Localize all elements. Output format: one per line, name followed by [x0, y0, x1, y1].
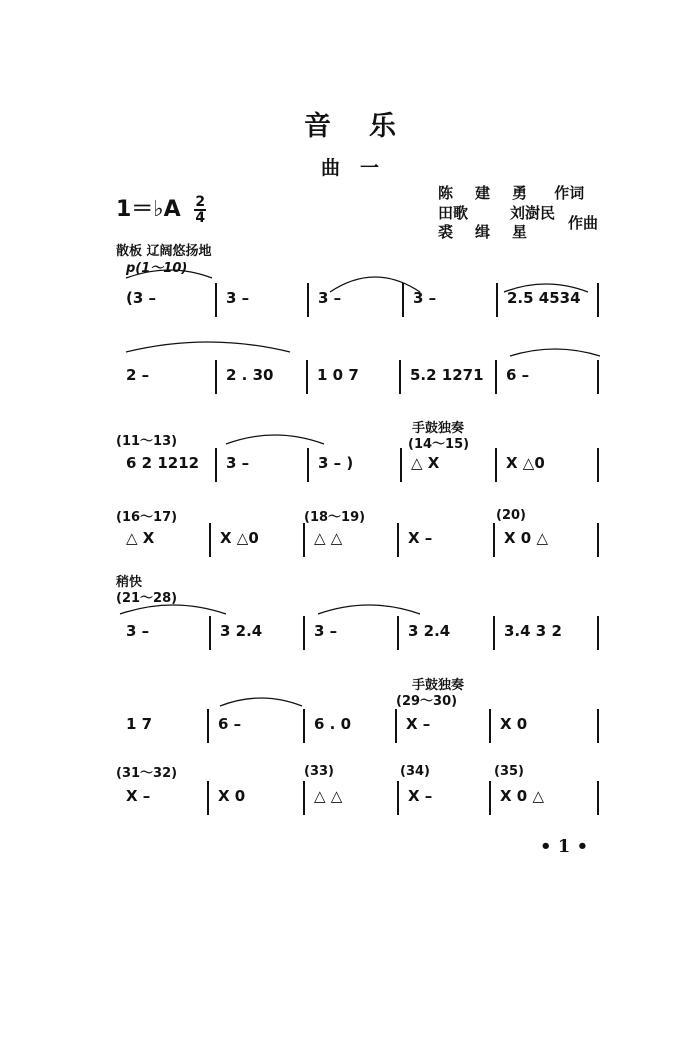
measure-notes: X △0 — [506, 454, 545, 472]
measure-notes: 3 – — [226, 454, 250, 472]
measure-notes: 3 – ) — [318, 454, 354, 472]
page-title: 音乐 — [304, 111, 434, 142]
measure-notes: 3 – — [226, 289, 250, 307]
measure-notes: 6 . 0 — [314, 715, 352, 733]
measure-notes: 1 0 7 — [317, 366, 359, 384]
composer-1: 田歌 — [438, 204, 469, 222]
measure-notes: △ X — [126, 529, 155, 547]
measure-range: (33) — [304, 764, 334, 779]
piece-subtitle: 曲一 — [320, 157, 399, 179]
tempo-mark-2: 稍快 — [116, 575, 143, 590]
measure-notes: 6 – — [506, 366, 530, 384]
measure-notes: △ △ — [314, 529, 343, 547]
solo-label-2: 手鼓独奏 — [412, 678, 465, 693]
tempo-mark-1: 散板 辽阔悠扬地 — [116, 244, 212, 259]
composer-3: 裘缉星 — [438, 223, 550, 241]
measure-notes: 3.4 3 2 — [504, 622, 562, 640]
measure-notes: (3 – — [126, 289, 157, 307]
measure-notes: 3 – — [413, 289, 437, 307]
measure-notes: X – — [126, 787, 151, 805]
measure-range: (18～19) — [304, 510, 366, 525]
solo-label-1: 手鼓独奏 — [412, 421, 465, 436]
slur — [330, 277, 420, 292]
page-number: • 1 • — [540, 836, 589, 857]
measure-notes: 3 – — [126, 622, 150, 640]
measure-notes: 5.2 1271 — [410, 366, 484, 384]
measure-range: (34) — [400, 764, 430, 779]
measure-notes: X – — [406, 715, 431, 733]
lyricist-name: 陈建勇 — [438, 184, 550, 202]
composer-2: 刘澍民 — [510, 204, 556, 222]
measure-notes: X △0 — [220, 529, 259, 547]
measure-range: (16～17) — [116, 510, 178, 525]
measure-notes: 3 2.4 — [408, 622, 451, 640]
measure-notes: X 0 △ — [504, 529, 548, 547]
slur — [126, 270, 212, 278]
lyricist-role: 作词 — [554, 184, 585, 202]
measure-notes: X – — [408, 787, 433, 805]
dynamic-mark: p(1～10) — [126, 261, 188, 276]
measure-notes: 1 7 — [126, 715, 153, 733]
slur — [226, 435, 324, 444]
measure-notes: 3 – — [314, 622, 338, 640]
measure-range: (20) — [496, 508, 526, 523]
measure-range: (35) — [494, 764, 524, 779]
measure-notes: △ X — [411, 454, 440, 472]
measure-notes: 3 2.4 — [220, 622, 263, 640]
measure-notes: X 0 — [500, 715, 528, 733]
slur — [220, 698, 302, 706]
measure-notes: 3 – — [318, 289, 342, 307]
time-numerator: 2 — [195, 194, 206, 210]
slur — [318, 605, 420, 614]
measure-range: (21～28) — [116, 591, 178, 606]
composer-role: 作曲 — [568, 214, 599, 232]
slur — [126, 342, 290, 352]
measure-range: (14～15) — [408, 437, 470, 452]
measure-range: (31～32) — [116, 766, 178, 781]
measure-range: (29～30) — [396, 694, 458, 709]
measure-notes: X 0 — [218, 787, 246, 805]
slur — [510, 349, 600, 356]
measure-notes: X 0 △ — [500, 787, 544, 805]
measure-notes: 2 . 30 — [226, 366, 274, 384]
key-text: 1＝♭A — [116, 197, 181, 222]
measure-notes: △ △ — [314, 787, 343, 805]
measure-notes: X – — [408, 529, 433, 547]
slur — [120, 605, 226, 614]
measure-notes: 6 2 1212 — [126, 454, 200, 472]
measure-notes: 2 – — [126, 366, 150, 384]
measure-range: (11～13) — [116, 434, 178, 449]
time-denominator: 4 — [195, 210, 206, 226]
measure-notes: 6 – — [218, 715, 242, 733]
measure-notes: 2.5 4534 — [507, 289, 581, 307]
